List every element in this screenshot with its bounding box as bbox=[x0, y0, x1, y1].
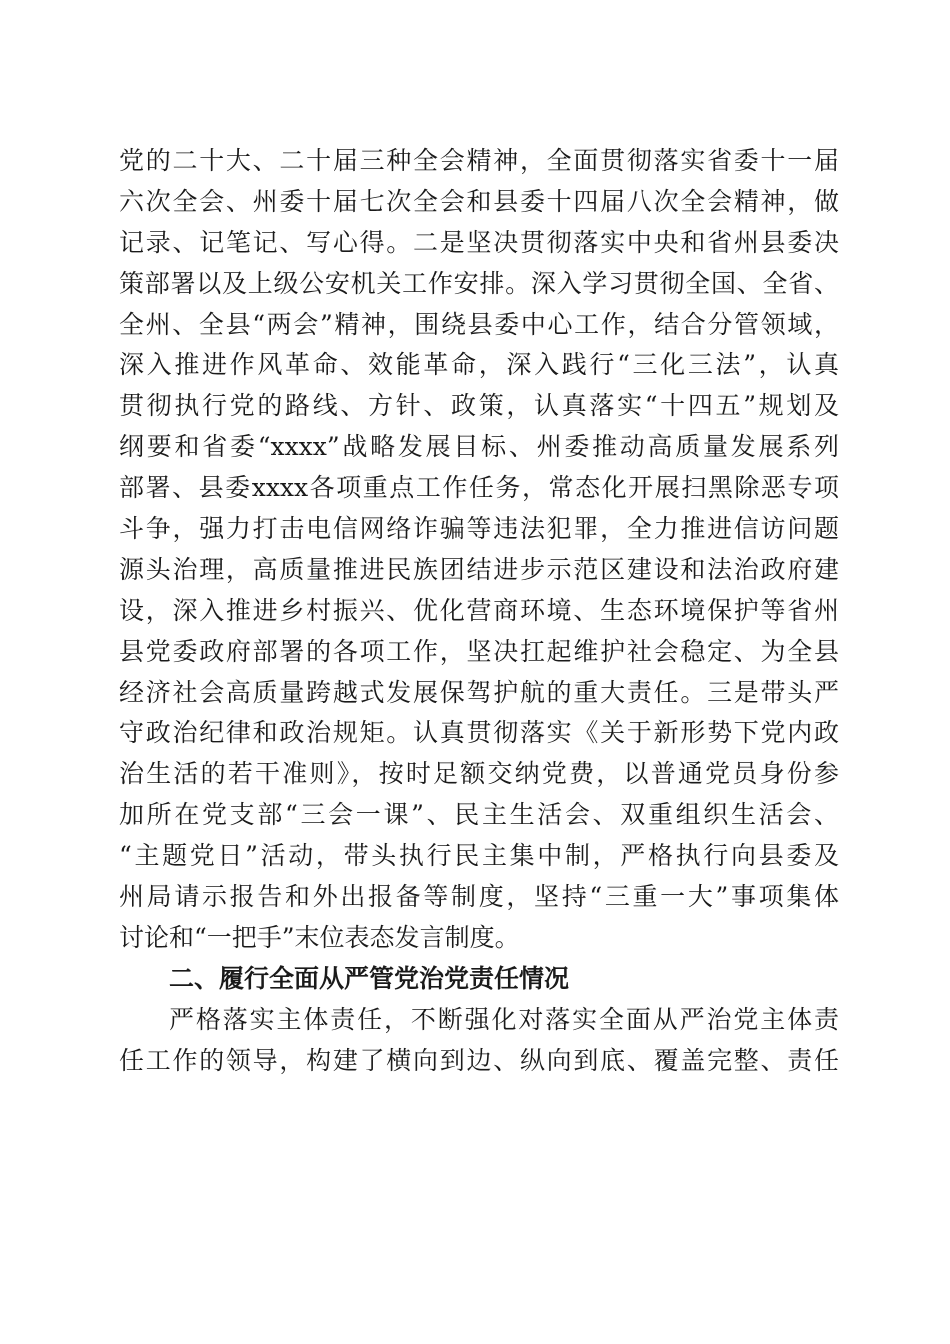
paragraph-1-line-1: 党的二十大、二十届三种全会精神，全面贯彻落实省委十一届 bbox=[119, 146, 839, 175]
section-heading: 二、履行全面从严管党治党责任情况 bbox=[169, 963, 570, 993]
paragraph-1-line-12: 设，深入推进乡村振兴、优化营商环境、生态环境保护等省州 bbox=[119, 595, 839, 625]
paragraph-1-line-4: 策部署以及上级公安机关工作安排。深入学习贯彻全国、全省、 bbox=[119, 268, 839, 298]
paragraph-1-line-2: 六次全会、州委十届七次全会和县委十四届八次全会精神，做 bbox=[119, 186, 839, 216]
paragraph-1-line-6: 深入推进作风革命、效能革命，深入践行“三化三法”，认真 bbox=[119, 350, 839, 380]
paragraph-1-line-13: 县党委政府部署的各项工作，坚决扛起维护社会稳定、为全县 bbox=[119, 636, 839, 666]
paragraph-1-line-7: 贯彻执行党的路线、方针、政策，认真落实“十四五”规划及 bbox=[119, 391, 839, 421]
paragraph-1-line-10: 斗争，强力打击电信网络诈骗等违法犯罪，全力推进信访问题 bbox=[119, 514, 839, 544]
paragraph-2-line-2: 任工作的领导，构建了横向到边、纵向到底、覆盖完整、责任 bbox=[119, 1045, 839, 1075]
paragraph-1-line-17: 加所在党支部“三会一课”、民主生活会、双重组织生活会、 bbox=[119, 800, 839, 830]
paragraph-1-line-16: 治生活的若干准则》，按时足额交纳党费，以普通党员身份参 bbox=[119, 759, 839, 789]
paragraph-1-line-19: 州局请示报告和外出报备等制度，坚持“三重一大”事项集体 bbox=[119, 882, 839, 912]
paragraph-1-line-9: 部署、县委xxxx各项重点工作任务，常态化开展扫黑除恶专项 bbox=[119, 473, 839, 503]
paragraph-1-line-3: 记录、记笔记、写心得。二是坚决贯彻落实中央和省州县委决 bbox=[119, 227, 839, 257]
paragraph-1-line-14: 经济社会高质量跨越式发展保驾护航的重大责任。三是带头严 bbox=[119, 677, 839, 707]
paragraph-1-line-8: 纲要和省委“xxxx”战略发展目标、州委推动高质量发展系列 bbox=[119, 432, 839, 462]
paragraph-1-line-5: 全州、全县“两会”精神，围绕县委中心工作，结合分管领域， bbox=[119, 309, 839, 339]
paragraph-1-line-20: 讨论和“一把手”末位表态发言制度。 bbox=[119, 922, 520, 952]
paragraph-1-line-11: 源头治理，高质量推进民族团结进步示范区建设和法治政府建 bbox=[119, 554, 839, 584]
paragraph-2-line-1: 严格落实主体责任，不断强化对落实全面从严治党主体责 bbox=[169, 1004, 839, 1034]
paragraph-1-line-18: “主题党日”活动，带头执行民主集中制，严格执行向县委及 bbox=[119, 841, 839, 871]
document-body bbox=[119, 141, 839, 1081]
paragraph-1-line-15: 守政治纪律和政治规矩。认真贯彻落实《关于新形势下党内政 bbox=[119, 718, 839, 748]
